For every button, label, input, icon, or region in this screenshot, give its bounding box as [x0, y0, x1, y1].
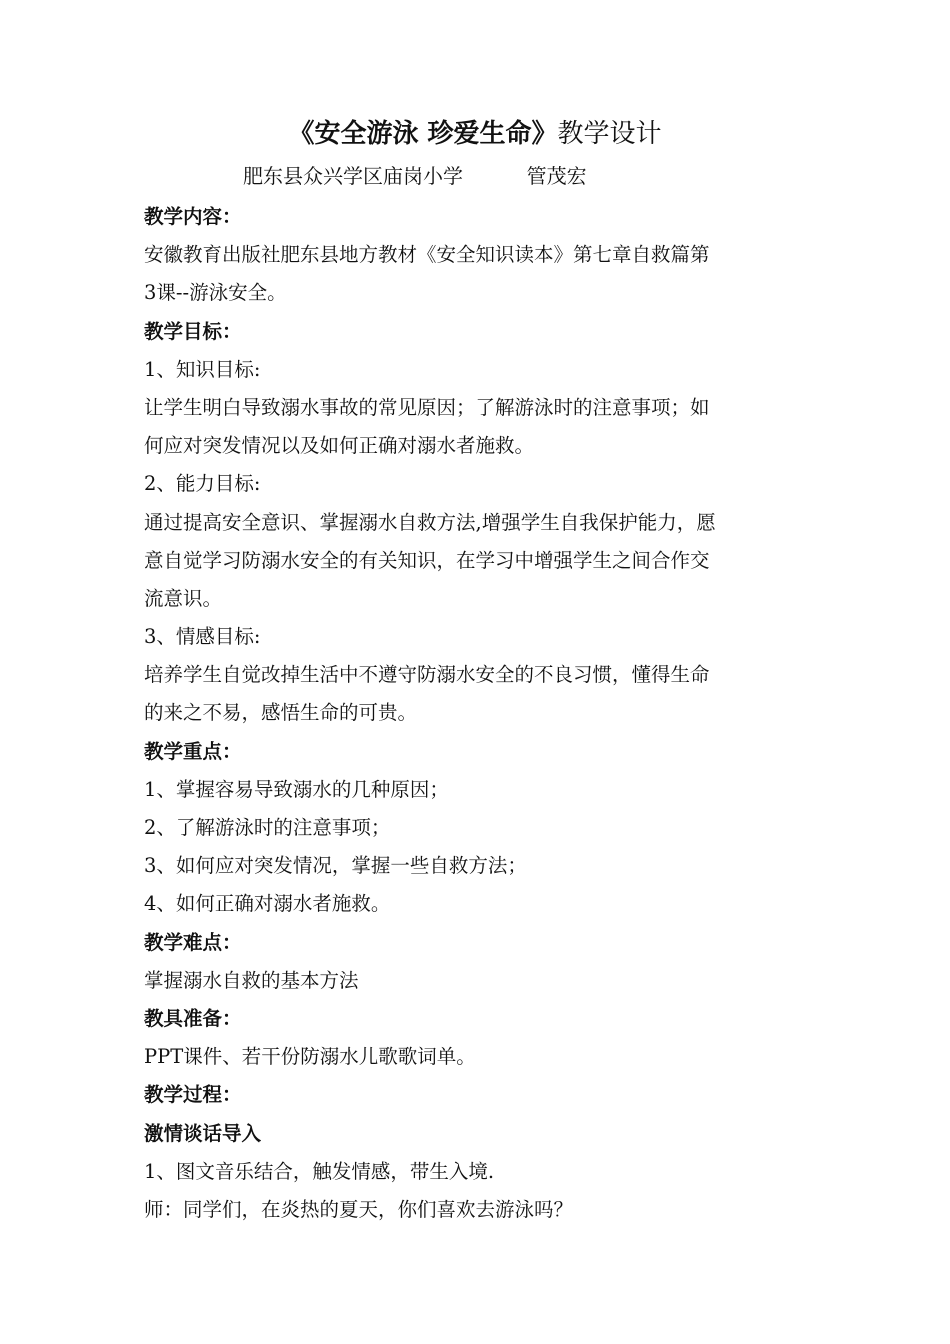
section-heading: 教学内容：: [144, 205, 242, 228]
author-byline: 肥东县众兴学区庙岗小学 管茂宏: [243, 164, 587, 188]
body-line: 师：同学们，在炎热的夏天，你们喜欢去游泳吗？: [144, 1197, 574, 1221]
body-line: 3、情感目标:: [144, 625, 261, 649]
document-title-rest: 教学设计: [557, 119, 662, 149]
document-title-bold: 《安全游泳 珍爱生命》: [288, 119, 558, 149]
body-line: 1、掌握容易导致溺水的几种原因；: [144, 777, 449, 801]
body-line: 流意识。: [144, 586, 223, 610]
body-line: 1、知识目标:: [144, 357, 261, 381]
document-title: [0, 112, 950, 156]
body-line: 培养学生自觉改掉生活中不遵守防溺水安全的不良习惯，懂得生命: [144, 663, 710, 687]
body-line: 3、如何应对突发情况，掌握一些自救方法；: [144, 854, 527, 878]
body-line: 掌握溺水自救的基本方法: [144, 968, 359, 992]
body-line: 1、图文音乐结合，触发情感，带生入境.: [144, 1159, 495, 1183]
body-line: 的来之不易，感悟生命的可贵。: [144, 701, 418, 725]
body-line: 让学生明白导致溺水事故的常见原因；了解游泳时的注意事项；如: [144, 395, 710, 419]
body-line: 通过提高安全意识、掌握溺水自救方法,增强学生自我保护能力，愿: [144, 510, 716, 534]
body-line: 安徽教育出版社肥东县地方教材《安全知识读本》第七章自救篇第: [144, 243, 710, 267]
body-line: 2、了解游泳时的注意事项；: [144, 816, 391, 839]
section-heading: 教学难点：: [144, 930, 242, 954]
section-heading: 教学目标：: [144, 319, 242, 343]
body-line: 2、能力目标:: [144, 472, 261, 496]
body-line: 何应对突发情况以及如何正确对溺水者施救。: [144, 434, 535, 458]
body-line: PPT课件、若干份防溺水儿歌歌词单。: [144, 1045, 476, 1069]
body-line: 4、如何正确对溺水者施救。: [144, 892, 391, 916]
section-heading: 教具准备：: [144, 1006, 242, 1030]
section-heading: 激情谈话导入: [144, 1121, 262, 1145]
body-line: 意自觉学习防溺水安全的有关知识，在学习中增强学生之间合作交: [144, 548, 710, 572]
document-body: [144, 198, 809, 1229]
section-heading: 教学过程：: [144, 1083, 242, 1107]
body-line: 3课--游泳安全。: [144, 281, 287, 305]
section-heading: 教学重点：: [144, 739, 242, 763]
